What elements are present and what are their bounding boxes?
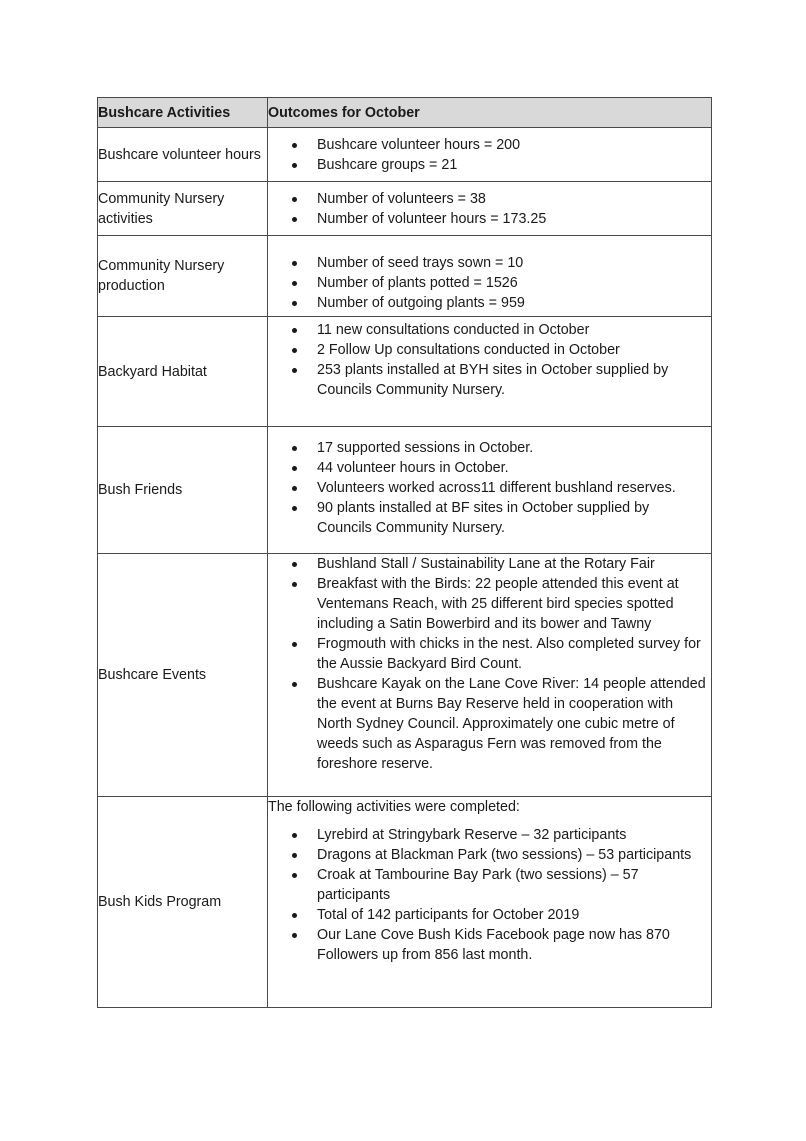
outcome-cell bbox=[268, 128, 712, 182]
bushcare-activities-table bbox=[97, 97, 712, 1008]
list-item: Number of volunteers = 38 bbox=[317, 189, 707, 209]
outcome-list bbox=[268, 239, 707, 313]
activity-cell: Bushcare volunteer hours bbox=[98, 128, 268, 182]
outcome-list bbox=[268, 189, 707, 229]
list-item: Number of plants potted = 1526 bbox=[317, 273, 707, 293]
list-item: Breakfast with the Birds: 22 people attended this event at Ventemans Reach, with 25 different bird species spotted including a Satin Bowerbird and its bower and Tawny bbox=[317, 574, 707, 634]
list-item: Bushland Stall / Sustainability Lane at the Rotary Fair bbox=[317, 554, 707, 574]
table-row bbox=[98, 427, 712, 554]
list-item: 253 plants installed at BYH sites in October supplied by Councils Community Nursery. bbox=[317, 360, 707, 400]
header-activities: Bushcare Activities bbox=[98, 98, 268, 128]
outcome-intro: The following activities were completed: bbox=[268, 799, 520, 815]
list-item: 44 volunteer hours in October. bbox=[317, 458, 707, 478]
activity-cell: Bush Friends bbox=[98, 427, 268, 554]
list-item: Our Lane Cove Bush Kids Facebook page now has 870 Followers up from 856 last month. bbox=[317, 925, 707, 965]
list-item: 90 plants installed at BF sites in October supplied by Councils Community Nursery. bbox=[317, 498, 707, 538]
outcome-cell bbox=[268, 182, 712, 236]
list-item: Bushcare volunteer hours = 200 bbox=[317, 135, 707, 155]
list-item: Number of outgoing plants = 959 bbox=[317, 293, 707, 313]
list-item: Lyrebird at Stringybark Reserve – 32 participants bbox=[317, 825, 707, 845]
list-item: 17 supported sessions in October. bbox=[317, 438, 707, 458]
outcome-list bbox=[268, 135, 707, 175]
list-item: 2 Follow Up consultations conducted in October bbox=[317, 340, 707, 360]
table-row bbox=[98, 128, 712, 182]
table-row bbox=[98, 182, 712, 236]
table-row bbox=[98, 554, 712, 797]
outcome-cell bbox=[268, 427, 712, 554]
list-item: Frogmouth with chicks in the nest. Also completed survey for the Aussie Backyard Bird Count. bbox=[317, 634, 707, 674]
activity-cell: Community Nursery production bbox=[98, 236, 268, 317]
activity-cell: Bush Kids Program bbox=[98, 797, 268, 1008]
header-outcomes: Outcomes for October bbox=[268, 98, 712, 128]
activity-cell: Community Nursery activities bbox=[98, 182, 268, 236]
outcome-cell bbox=[268, 236, 712, 317]
list-item: Total of 142 participants for October 2019 bbox=[317, 905, 707, 925]
outcome-cell bbox=[268, 317, 712, 427]
list-item: Dragons at Blackman Park (two sessions) – 53 participants bbox=[317, 845, 707, 865]
list-item: Bushcare Kayak on the Lane Cove River: 14 people attended the event at Burns Bay Reserve held in cooperation with North Sydney Council. Approximately one cubic metre of weeds such as Asparagus Fern was removed from the foreshore reserve. bbox=[317, 676, 706, 772]
list-item: Bushcare groups = 21 bbox=[317, 155, 707, 175]
activity-cell: Backyard Habitat bbox=[98, 317, 268, 427]
outcome-cell bbox=[268, 554, 712, 797]
table-header-row bbox=[98, 98, 712, 128]
table-row bbox=[98, 797, 712, 1008]
activity-cell: Bushcare Events bbox=[98, 554, 268, 797]
table-row bbox=[98, 236, 712, 317]
outcome-list bbox=[268, 320, 707, 400]
outcome-cell bbox=[268, 797, 712, 1008]
outcome-list bbox=[268, 554, 707, 774]
list-item: Number of volunteer hours = 173.25 bbox=[317, 209, 707, 229]
list-item: Number of seed trays sown = 10 bbox=[317, 253, 707, 273]
table-row bbox=[98, 317, 712, 427]
list-item: 11 new consultations conducted in October bbox=[317, 320, 707, 340]
outcome-list bbox=[268, 438, 707, 538]
list-item: Volunteers worked across11 different bushland reserves. bbox=[317, 478, 707, 498]
outcome-list bbox=[268, 825, 707, 965]
list-item: Croak at Tambourine Bay Park (two sessions) – 57 participants bbox=[317, 865, 707, 905]
